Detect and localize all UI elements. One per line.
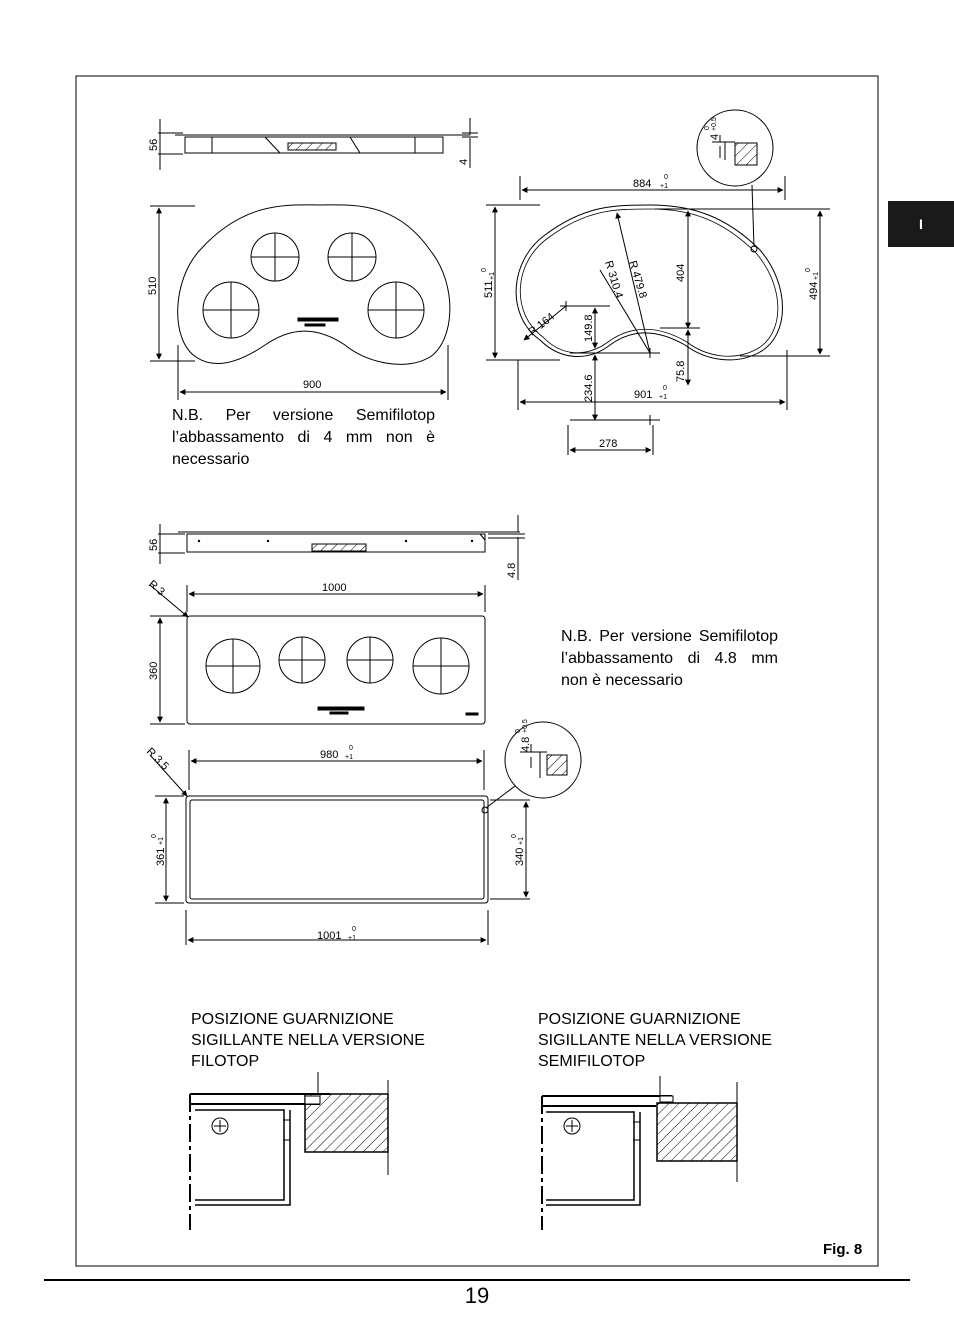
rect-hob-side-view — [158, 515, 525, 580]
rect-cutout-inner-height: 340 — [514, 847, 526, 866]
rect-hob-cutout — [150, 722, 581, 945]
cutout-right-height: 494 — [808, 281, 820, 300]
cutout-left-tol-upper: 0 — [481, 268, 488, 272]
cutout-bottom-width: 901 — [634, 389, 653, 401]
section-tab: I — [888, 201, 954, 247]
cutout-right-tol-lower: +1 — [813, 272, 820, 280]
cutout-d2: 149.8 — [583, 314, 595, 342]
page-number: 19 — [464, 1283, 490, 1308]
cutout-d3: 75.8 — [675, 360, 687, 382]
rect-cutout-outer-height: 361 — [155, 847, 167, 866]
rect-cutout-outer-width: 1001 — [317, 930, 342, 942]
cutout-right-tol-upper: 0 — [805, 268, 812, 272]
rect-hob-top-view — [150, 585, 485, 724]
seal-heading-semifilotop: POSIZIONE GUARNIZIONE SIGILLANTE NELLA VERSIONE SEMIFILOTOP — [538, 1011, 772, 1070]
curved-detail-tol-lower: +0.5 — [711, 117, 718, 131]
rect-side-step: 4.8 — [506, 562, 518, 578]
rect-cutout-radius: R 3.5 — [143, 745, 171, 773]
cutout-bottom-tol-lower: +1 — [659, 394, 667, 401]
cutout-r3: R 164 — [526, 310, 557, 339]
rect-cutout-outer-h-tol-lower: +1 — [158, 837, 165, 845]
curved-detail-value: 4 — [709, 133, 721, 140]
cutout-bottom-tol-upper: 0 — [663, 385, 667, 392]
rect-detail-tol-upper: 0 — [515, 729, 522, 733]
seal-detail-semifilotop — [542, 1076, 737, 1230]
cutout-left-height: 511 — [483, 280, 495, 298]
cutout-d5: 278 — [599, 438, 618, 450]
cutout-r2: R 310.4 — [602, 259, 625, 300]
curved-hob-side-view — [158, 118, 478, 170]
cutout-d4: 234.6 — [583, 374, 595, 402]
cutout-width: 884 — [633, 178, 652, 190]
rect-detail-value: 4.8 — [520, 736, 532, 752]
cutout-left-tol-lower: +1 — [489, 272, 496, 280]
rect-cutout-outer-tol-upper: 0 — [352, 926, 356, 933]
rect-cutout-outer-h-tol-upper: 0 — [151, 834, 158, 838]
curved-side-step: 4 — [458, 158, 470, 165]
seal-detail-filotop — [190, 1072, 388, 1230]
cutout-width-tol-upper: 0 — [664, 174, 668, 181]
rect-side-screws — [198, 540, 473, 542]
curved-top-depth: 510 — [147, 276, 159, 295]
cutout-r1: R 479.8 — [626, 259, 649, 300]
rect-cutout-inner-h-tol-lower: +1 — [518, 837, 525, 845]
figure-label: Fig. 8 — [823, 1241, 863, 1258]
curved-side-height: 56 — [148, 138, 160, 151]
footer-rule — [44, 1279, 910, 1281]
curved-detail-tol-upper: 0 — [704, 126, 711, 130]
rect-cutout-inner-width: 980 — [320, 749, 339, 761]
curved-top-width: 900 — [303, 379, 322, 391]
rect-cutout-inner-h-tol-upper: 0 — [511, 834, 518, 838]
cutout-width-tol-lower: +1 — [660, 183, 668, 190]
rect-cutout-inner-tol-upper: 0 — [349, 745, 353, 752]
curved-hob-top-view — [150, 205, 450, 400]
rect-cutout-outer-tol-lower: +1 — [348, 935, 356, 942]
rect-detail-tol-lower: +0.5 — [522, 719, 529, 733]
rect-top-radius: R 3 — [146, 578, 167, 599]
rect-top-depth: 360 — [148, 661, 160, 680]
rect-hob-note: N.B. Per versione Semifilotop l’abbassamento di 4.8 mm non è necessario — [561, 628, 778, 689]
seal-heading-filotop: POSIZIONE GUARNIZIONE SIGILLANTE NELLA VERSIONE FILOTOP — [191, 1011, 425, 1070]
rect-side-height: 56 — [148, 538, 160, 551]
rect-top-width: 1000 — [322, 582, 347, 594]
rect-cutout-inner-tol-lower: +1 — [345, 754, 353, 761]
cutout-d1: 404 — [675, 263, 687, 282]
curved-hob-cutout — [486, 110, 830, 455]
curved-hob-note: N.B. Per versione Semifilotop l’abbassamento di 4 mm non è necessario — [172, 407, 435, 468]
